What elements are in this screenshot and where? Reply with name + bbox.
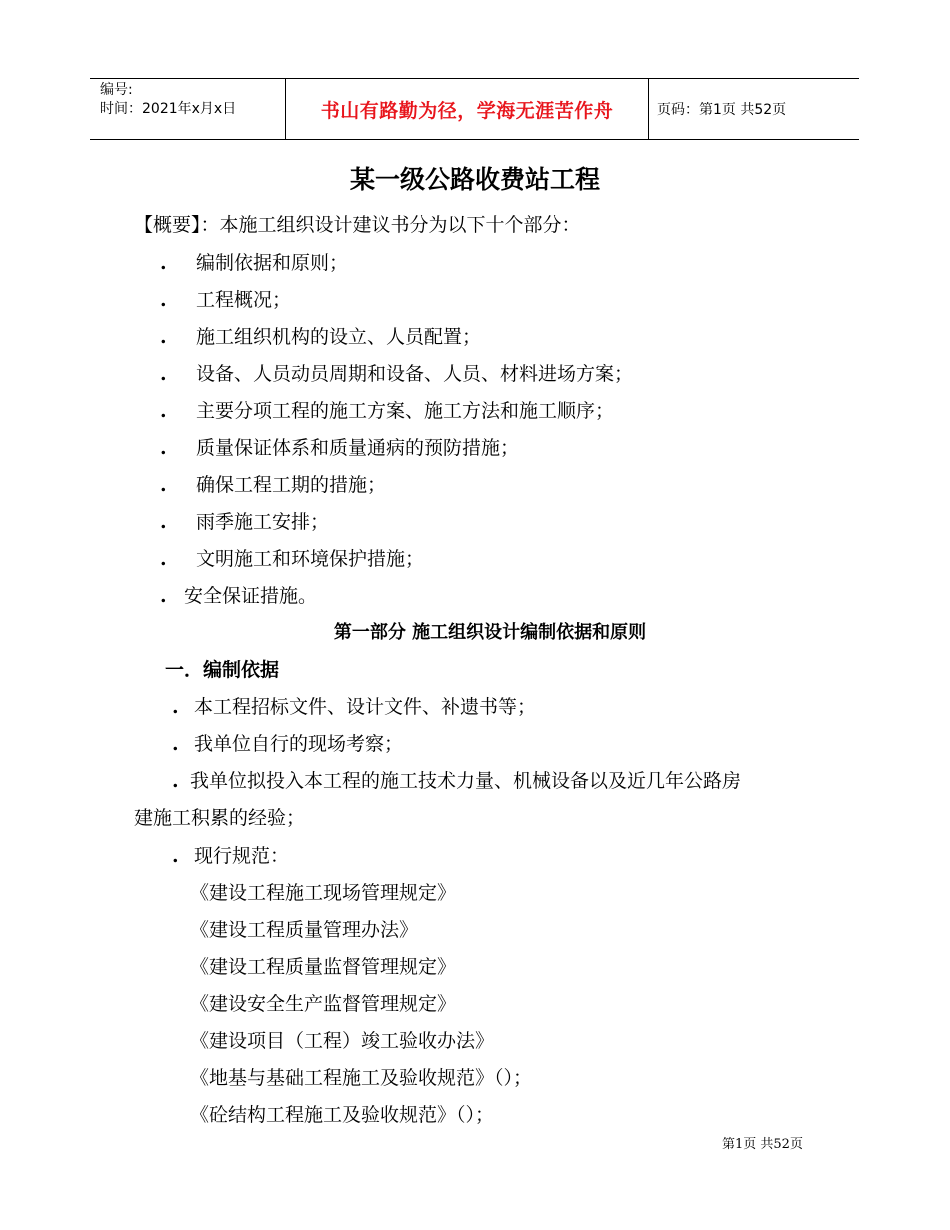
header-meta	[90, 79, 285, 139]
standard-item: 《建设工程质量监督管理规定》	[190, 956, 457, 978]
basis-item-text: 现行规范：	[194, 845, 290, 867]
toc-item	[160, 322, 481, 349]
toc-item-text: 主要分项工程的施工方案、施工方法和施工顺序；	[196, 400, 615, 422]
toc-item	[160, 248, 348, 275]
toc-item	[160, 396, 614, 423]
standard-item: 《地基与基础工程施工及验收规范》（）；	[190, 1067, 533, 1089]
toc-item-text: 质量保证体系和质量通病的预防措施；	[196, 437, 520, 459]
toc-item-text: 确保工程工期的措施；	[196, 474, 387, 496]
toc-item-text: 工程概况；	[196, 289, 292, 311]
bullet-dot: .	[172, 770, 179, 792]
bullet-dot: .	[160, 289, 167, 311]
standard-item: 《砼结构工程施工及验收规范》（）；	[190, 1104, 495, 1126]
basis-item-text: 我单位自行的现场考察；	[194, 733, 404, 755]
basis-item	[172, 692, 536, 719]
document-number-label: 编号:	[100, 82, 133, 98]
toc-item-text: 编制依据和原则；	[196, 252, 349, 274]
toc-item	[160, 359, 633, 386]
toc-item-text: 雨季施工安排；	[196, 511, 330, 533]
toc-item-text: 文明施工和环境保护措施；	[196, 548, 425, 570]
document-time-label: 时间：2021年x月x日	[100, 101, 237, 117]
toc-item-text: 设备、人员动员周期和设备、人员、材料进场方案；	[196, 363, 634, 385]
basis-item	[172, 766, 741, 793]
standard-item: 《建设项目（工程）竣工验收办法》	[190, 1030, 495, 1052]
header-motto: 书山有路勤为径，学海无涯苦作舟	[285, 79, 649, 139]
bullet-dot: .	[160, 474, 167, 496]
toc-item	[160, 507, 329, 534]
toc-item-text: 施工组织机构的设立、人员配置；	[196, 326, 482, 348]
standard-item: 《建设安全生产监督管理规定》	[190, 993, 457, 1015]
page-footer: 第1页 共52页	[722, 1137, 803, 1152]
section-title: 第一部分 施工组织设计编制依据和原则	[333, 622, 647, 643]
standard-item: 《建设工程施工现场管理规定》	[190, 882, 457, 904]
basis-item	[172, 729, 403, 756]
header-table	[90, 78, 859, 140]
toc-item	[160, 581, 317, 608]
basis-item-continuation: 建施工积累的经验；	[134, 807, 306, 829]
sub-heading: 一．编制依据	[165, 659, 280, 681]
toc-item	[160, 544, 424, 571]
bullet-dot: .	[172, 845, 179, 867]
bullet-dot: .	[172, 696, 179, 718]
bullet-dot: .	[160, 400, 167, 422]
toc-item-text: 安全保证措施。	[184, 585, 318, 607]
bullet-dot: .	[160, 363, 167, 385]
bullet-dot: .	[160, 326, 167, 348]
header-page-label: 页码：第1页 共52页	[657, 102, 787, 118]
basis-item-text: 本工程招标文件、设计文件、补遗书等；	[194, 696, 537, 718]
overview-text: 【概要】：本施工组织设计建议书分为以下十个部分：	[134, 214, 581, 236]
basis-item	[172, 841, 289, 868]
bullet-dot: .	[160, 548, 167, 570]
toc-item	[160, 433, 519, 460]
toc-item	[160, 285, 291, 312]
bullet-dot: .	[160, 252, 167, 274]
bullet-dot: .	[160, 585, 167, 607]
toc-item	[160, 470, 386, 497]
bullet-dot: .	[160, 511, 167, 533]
standard-item: 《建设工程质量管理办法》	[190, 919, 419, 941]
bullet-dot: .	[160, 437, 167, 459]
basis-item-text: 我单位拟投入本工程的施工技术力量、机械设备以及近几年公路房	[190, 770, 742, 792]
bullet-dot: .	[172, 733, 179, 755]
page-title: 某一级公路收费站工程	[349, 165, 600, 194]
